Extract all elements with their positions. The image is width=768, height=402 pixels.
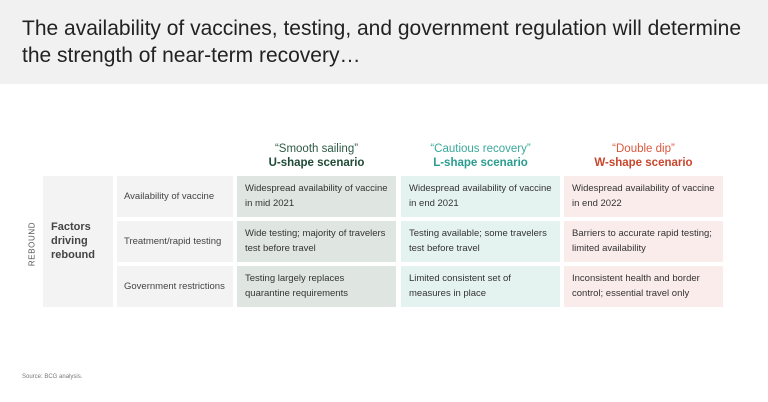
column-quote: “Cautious recovery” <box>430 143 531 155</box>
table-cell: Widespread availability of vaccine in end 2022 <box>564 176 723 217</box>
table-cell: Inconsistent health and border control; essential travel only <box>564 266 723 307</box>
column-scenario: W-shape scenario <box>594 157 693 169</box>
table-cell: Wide testing; majority of travelers test before travel <box>237 221 396 262</box>
rebound-side-label-text: REBOUND <box>27 221 37 267</box>
row-label-text: Treatment/rapid testing <box>124 236 222 247</box>
column-quote: “Double dip” <box>612 143 675 155</box>
row-label-text: Availability of vaccine <box>124 191 215 202</box>
source-note: Source: BCG analysis. <box>22 374 83 380</box>
column-scenario: L-shape scenario <box>433 157 528 169</box>
table-cell: Widespread availability of vaccine in end 2021 <box>401 176 560 217</box>
column-header-l-shape <box>401 142 560 171</box>
table-cell: Testing available; some travelers test before travel <box>401 221 560 262</box>
column-quote: “Smooth sailing” <box>274 143 359 155</box>
table-cell: Testing largely replaces quarantine requirements <box>237 266 396 307</box>
column-header-w-shape <box>564 142 723 171</box>
factors-label: Factors driving rebound <box>51 221 95 261</box>
page-title: The availability of vaccines, testing, and government regulation will determine the strength of near-term recovery… <box>22 17 742 67</box>
row-label-text: Government restrictions <box>124 281 225 292</box>
table-cell: Barriers to accurate rapid testing; limited availability <box>564 221 723 262</box>
table-cell: Limited consistent set of measures in place <box>401 266 560 307</box>
column-header-u-shape <box>237 142 396 171</box>
table-cell: Widespread availability of vaccine in mid 2021 <box>237 176 396 217</box>
row-label-restrictions <box>117 266 233 307</box>
rebound-side-label <box>18 221 46 267</box>
column-scenario: U-shape scenario <box>268 157 365 169</box>
factors-group <box>43 176 113 307</box>
row-label-vaccine <box>117 176 233 217</box>
row-label-testing <box>117 221 233 262</box>
